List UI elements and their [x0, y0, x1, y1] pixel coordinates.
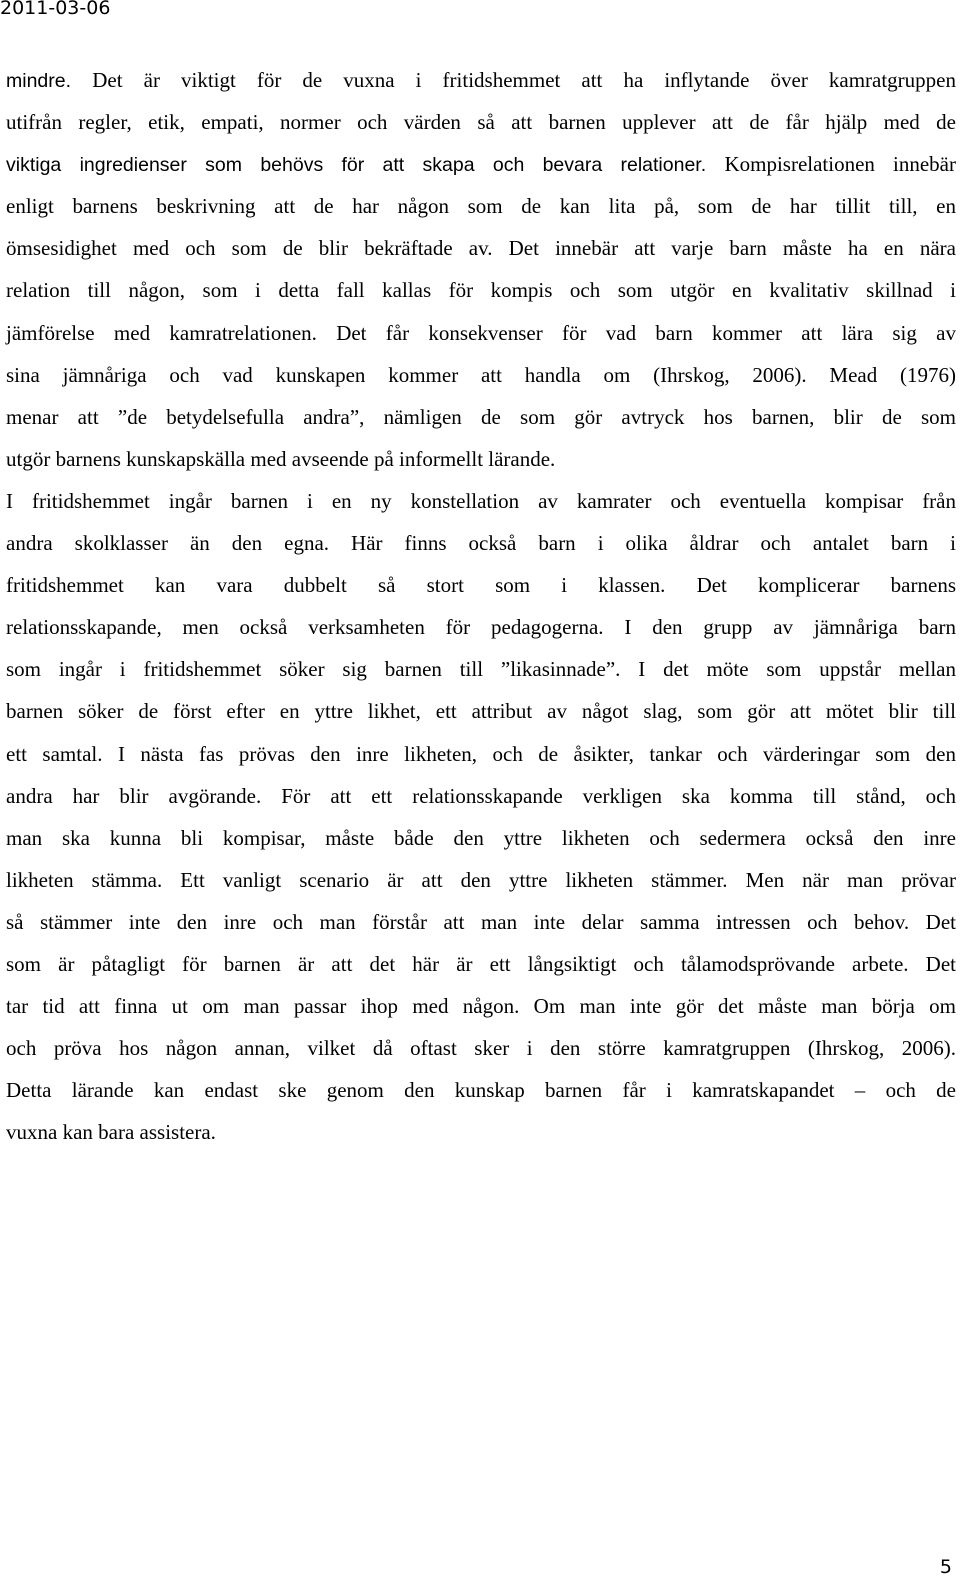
text-line: [6, 1027, 956, 1069]
text-line: [6, 943, 956, 985]
text-segment: som ingår i fritidshemmet söker sig barnen till ”likasinnade”.: [6, 657, 639, 682]
text-line: [6, 690, 956, 732]
text-segment: Ett vanligt scenario är att den yttre likheten stämmer.: [180, 867, 746, 892]
text-segment: likheten stämma.: [6, 867, 181, 892]
text-line: [6, 269, 956, 311]
text-segment: utifrån regler, etik, empati, normer och värden så att barnen upplever att de får hjälp med de: [6, 110, 956, 135]
text-segment: man ska kunna bli kompisar, måste både den yttre likheten och sedermera också den inre: [6, 825, 956, 850]
text-segment: relation till någon, som i detta fall kallas för kompis och som utgör en kvalitativ skillnad i: [6, 278, 956, 303]
body-text: [6, 59, 956, 1153]
text-line: [6, 522, 956, 564]
text-segment: I det möte som uppstår mellan: [638, 657, 956, 682]
text-line: [6, 143, 956, 185]
text-line: [6, 354, 956, 396]
text-segment: Det: [925, 951, 956, 976]
text-segment: viktiga ingredienser som behövs för att skapa och bevara relationer.: [6, 154, 725, 177]
text-segment: och pröva hos någon annan, vilket då oftast sker i den större kamratgruppen (Ihrskog, 2006).: [6, 1036, 956, 1061]
text-segment: För att ett relationsskapande verkligen ska komma till stånd, och: [281, 783, 956, 808]
text-segment: menar att ”de betydelsefulla andra”, nämligen de som gör avtryck hos barnen, blir de som: [6, 404, 956, 429]
text-segment: mindre.: [6, 70, 93, 92]
text-segment: Det innebär att varje barn måste ha en nära: [508, 236, 956, 261]
text-line: [6, 312, 956, 354]
text-segment: barnen söker de först efter en yttre likhet, ett attribut av något slag, som gör att mötet blir till: [6, 699, 956, 724]
text-line: [6, 564, 956, 606]
text-segment: fritidshemmet kan vara dubbelt så stort som i klassen.: [6, 573, 697, 598]
text-line: [6, 606, 956, 648]
text-line: [6, 59, 956, 101]
text-segment: Det: [925, 909, 956, 934]
text-segment: Kompisrelationen innebär: [724, 152, 957, 177]
text-segment: andra skolklasser än den egna.: [6, 531, 352, 556]
text-segment: Här finns också barn i olika åldrar och antalet barn i: [351, 531, 956, 556]
text-line: [6, 1069, 956, 1111]
text-segment: enligt barnens beskrivning att de har någon som de kan lita på, som de har tillit till, en: [6, 194, 956, 219]
text-segment: Om man inte gör det måste man börja om: [533, 994, 956, 1019]
text-segment: andra har blir avgörande.: [6, 783, 282, 808]
text-segment: tar tid att finna ut om man passar ihop med någon.: [6, 994, 534, 1019]
text-line: [6, 227, 956, 269]
text-segment: I nästa fas prövas den inre likheten, och de åsikter, tankar och värderingar som den: [117, 741, 956, 766]
text-segment: Det är viktigt för de vuxna i fritidshemmet att ha inflytande över kamratgruppen: [92, 68, 956, 92]
header-date: 2011-03-06: [0, 0, 111, 19]
text-line: [6, 775, 956, 817]
text-segment: I den grupp av jämnåriga barn: [624, 615, 957, 640]
text-line: [6, 817, 956, 859]
text-segment: så stämmer inte den inre och man förstår att man inte delar samma intressen och behov.: [6, 909, 926, 934]
text-line: [6, 185, 956, 227]
text-segment: ömsesidighet med och som de blir bekräftade av.: [6, 236, 509, 261]
text-segment: jämförelse med kamratrelationen.: [6, 320, 337, 345]
text-segment: Detta lärande kan endast ske genom den kunskap barnen får i kamratskapandet – och de: [6, 1078, 956, 1103]
text-line: [6, 733, 956, 775]
text-line: [6, 438, 956, 480]
text-line: [6, 859, 956, 901]
text-segment: Men när man prövar: [745, 867, 956, 892]
text-line: [6, 648, 956, 690]
text-segment: sina jämnåriga och vad kunskapen kommer att handla om (Ihrskog, 2006).: [6, 362, 830, 387]
text-line: [6, 1111, 956, 1153]
text-segment: som är påtagligt för barnen är att det här är ett långsiktigt och tålamodsprövande arbete.: [6, 951, 926, 976]
text-segment: utgör barnens kunskapskälla med avseende på informellt lärande.: [6, 446, 556, 471]
text-segment: relationsskapande, men också verksamheten för pedagogerna.: [6, 615, 625, 640]
text-line: [6, 396, 956, 438]
text-line: [6, 901, 956, 943]
text-segment: Det får konsekvenser för vad barn kommer att lära sig av: [336, 320, 956, 345]
text-segment: vuxna kan bara assistera.: [6, 1120, 216, 1145]
page-number: 5: [939, 1556, 952, 1578]
text-line: [6, 480, 956, 522]
text-line: [6, 101, 956, 143]
text-segment: Det komplicerar barnens: [696, 573, 956, 598]
text-segment: I fritidshemmet ingår barnen i en ny konstellation av kamrater och eventuella kompisar från: [6, 488, 956, 513]
text-line: [6, 985, 956, 1027]
text-segment: Mead (1976): [829, 362, 956, 387]
text-segment: ett samtal.: [6, 741, 118, 766]
